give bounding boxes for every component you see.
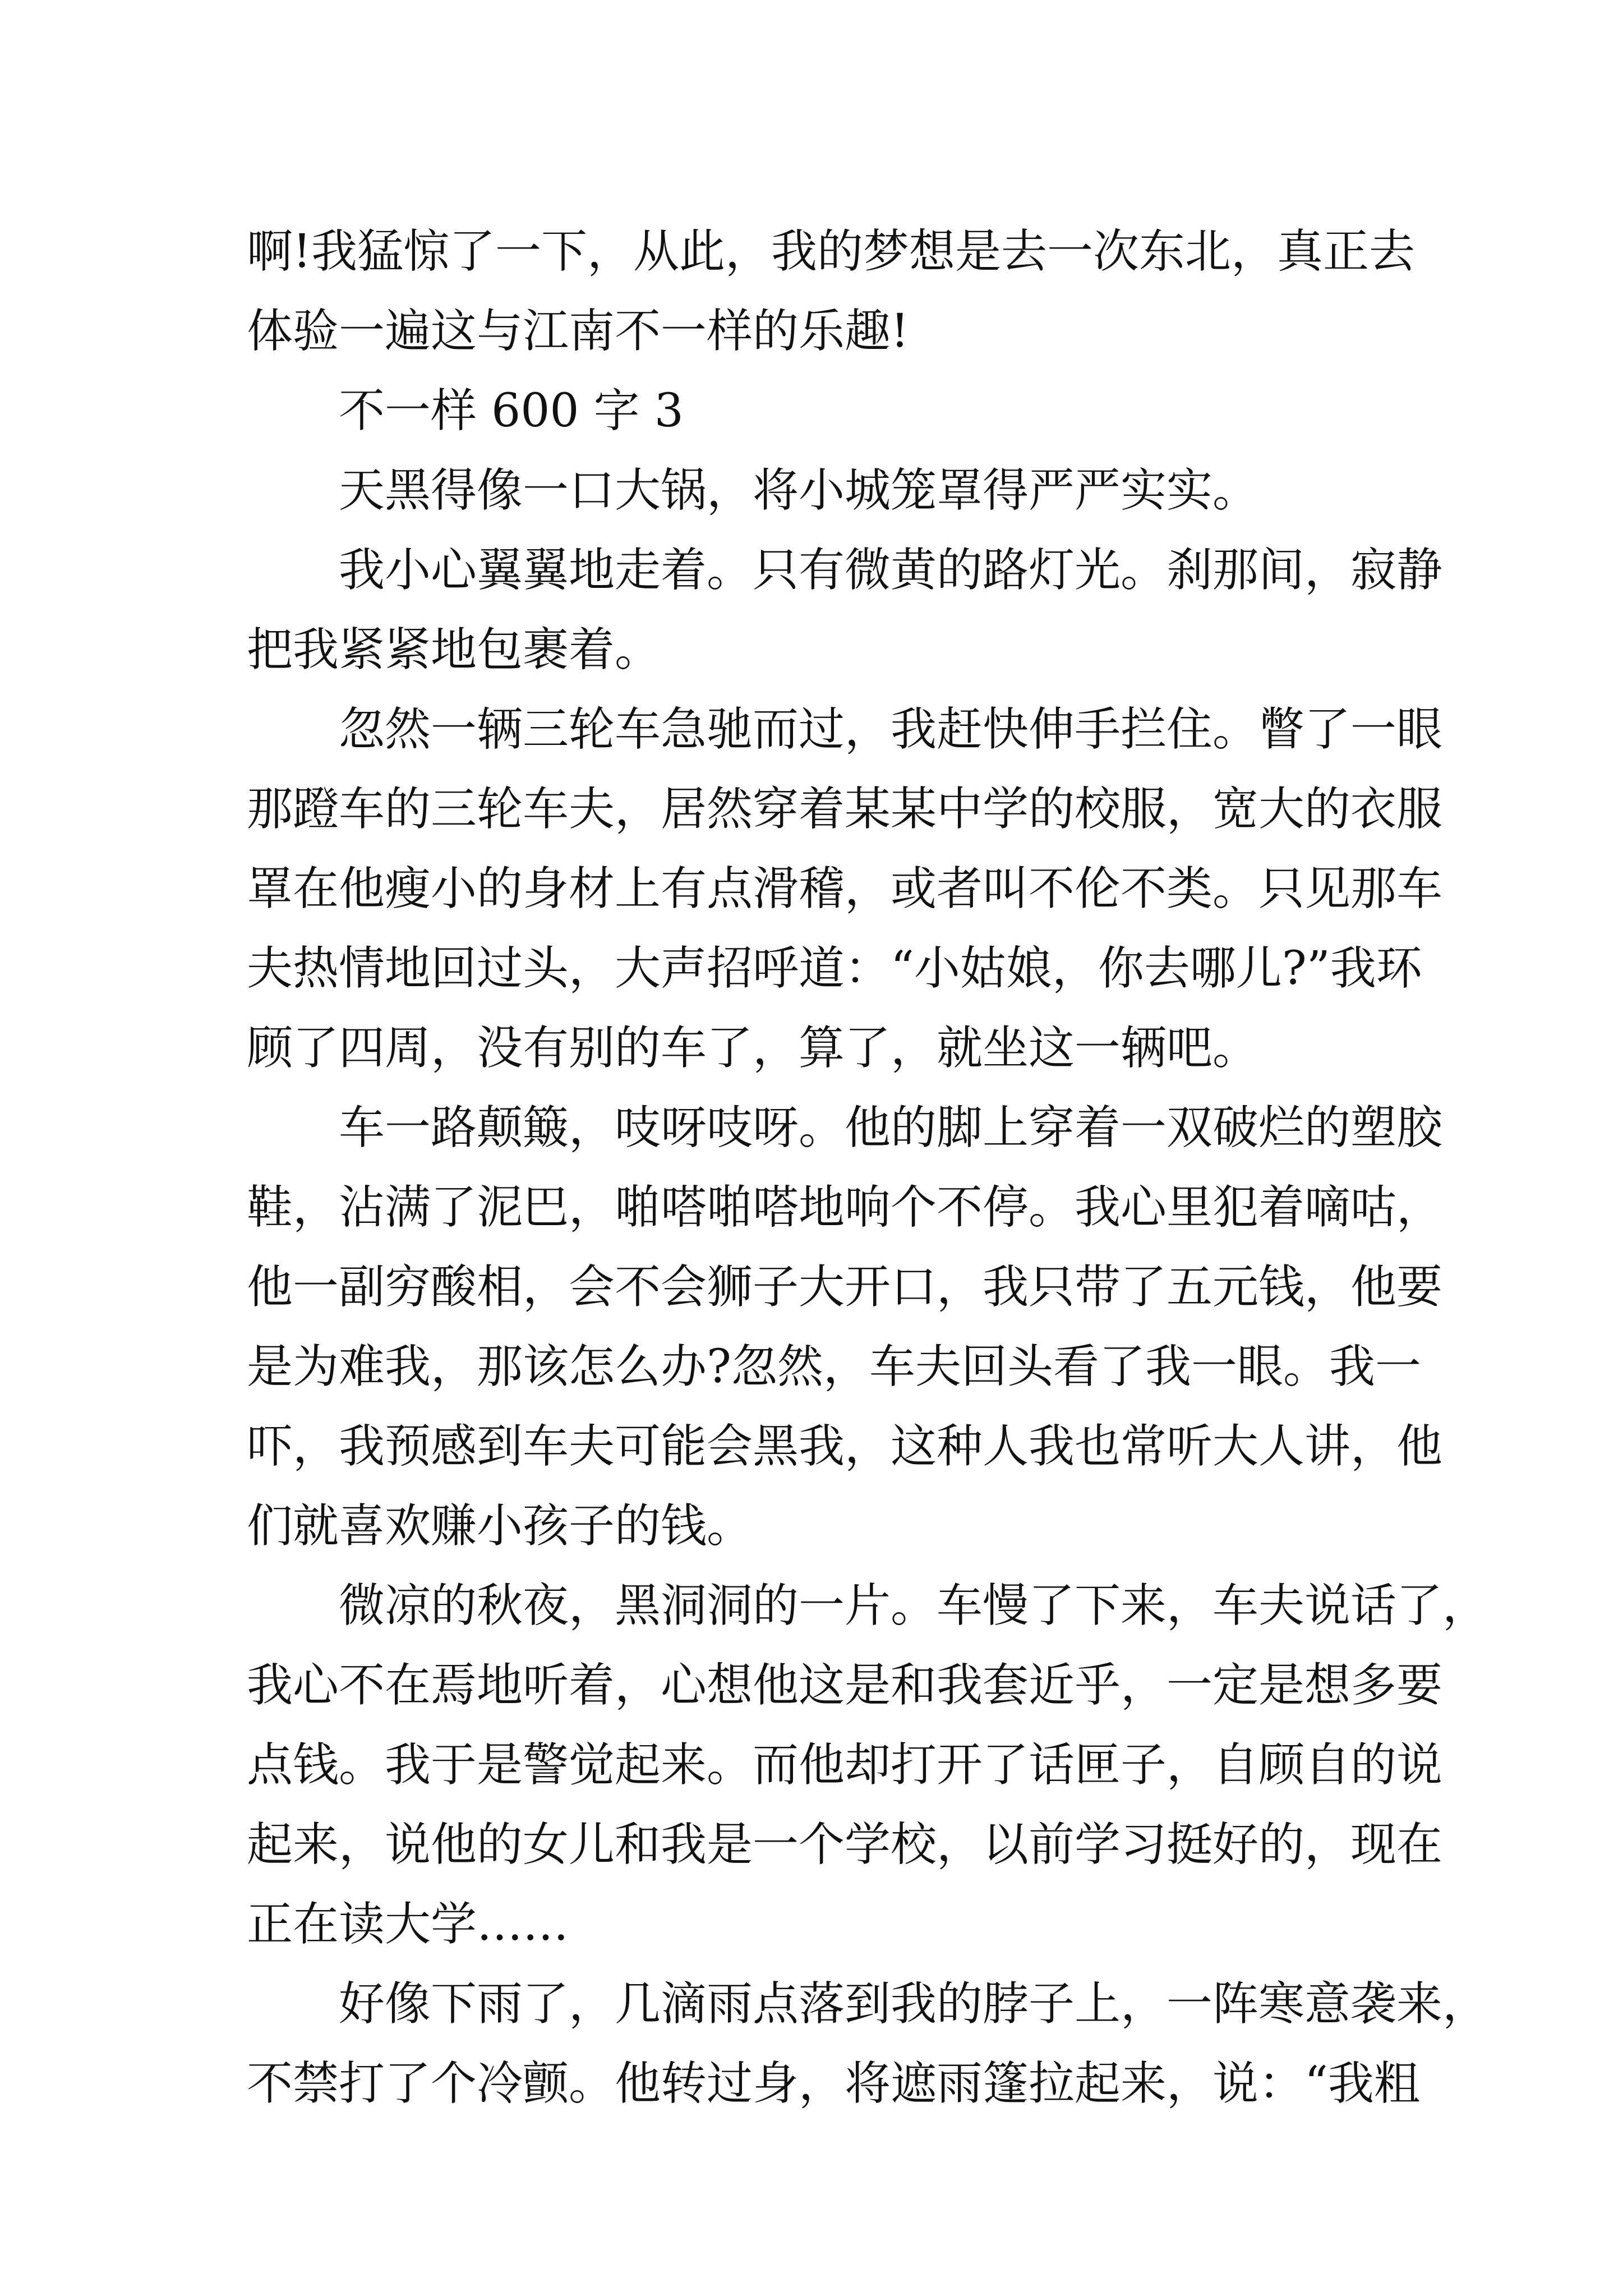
text-line: 我小心翼翼地走着。只有微黄的路灯光。刹那间，寂静 (339, 544, 1443, 597)
text-line: 吓，我预感到车夫可能会黑我，这种人我也常听大人讲，他 (247, 1420, 1443, 1473)
text-line: 鞋，沾满了泥巴，啪嗒啪嗒地响个不停。我心里犯着嘀咕， (247, 1181, 1443, 1234)
text-line: 夫热情地回过头，大声招呼道：“小姑娘，你去哪儿?”我环 (247, 942, 1422, 995)
text-line: 是为难我，那该怎么办?忽然，车夫回头看了我一眼。我一 (247, 1340, 1421, 1393)
text-line: 天黑得像一口大锅，将小城笼罩得严严实实。 (339, 464, 1259, 517)
section-heading: 不一样 600 字 3 (339, 384, 684, 438)
text-line: 他一副穷酸相，会不会狮子大开口，我只带了五元钱，他要 (247, 1260, 1443, 1314)
text-line: 微凉的秋夜，黑洞洞的一片。车慢了下来，车夫说话了， (339, 1579, 1489, 1632)
text-line: 起来，说他的女儿和我是一个学校，以前学习挺好的，现在 (247, 1818, 1443, 1871)
text-line: 正在读大学…… (247, 1898, 569, 1951)
text-line: 啊!我猛惊了一下，从此，我的梦想是去一次东北，真正去 (247, 225, 1415, 278)
text-line: 忽然一辆三轮车急驰而过，我赶快伸手拦住。瞥了一眼 (339, 703, 1443, 756)
text-line: 我心不在焉地听着，心想他这是和我套近乎，一定是想多要 (247, 1659, 1443, 1712)
text-line: 罩在他瘦小的身材上有点滑稽，或者叫不伦不类。只见那车 (247, 862, 1443, 915)
text-line: 点钱。我于是警觉起来。而他却打开了话匣子，自顾自的说 (247, 1738, 1443, 1792)
text-line: 车一路颠簸，吱呀吱呀。他的脚上穿着一双破烂的塑胶 (339, 1101, 1443, 1154)
text-line: 好像下雨了，几滴雨点落到我的脖子上，一阵寒意袭来， (339, 1977, 1489, 2031)
text-line: 那蹬车的三轮车夫，居然穿着某某中学的校服，宽大的衣服 (247, 783, 1443, 836)
text-line: 不禁打了个冷颤。他转过身，将遮雨篷拉起来，说：“我粗 (247, 2057, 1420, 2110)
text-line: 顾了四周，没有别的车了，算了，就坐这一辆吧。 (247, 1022, 1259, 1075)
document-page (247, 212, 1489, 2124)
text-line: 们就喜欢赚小孩子的钱。 (247, 1499, 753, 1553)
text-line: 把我紧紧地包裹着。 (247, 623, 661, 677)
text-line: 体验一遍这与江南不一样的乐趣! (247, 305, 909, 358)
